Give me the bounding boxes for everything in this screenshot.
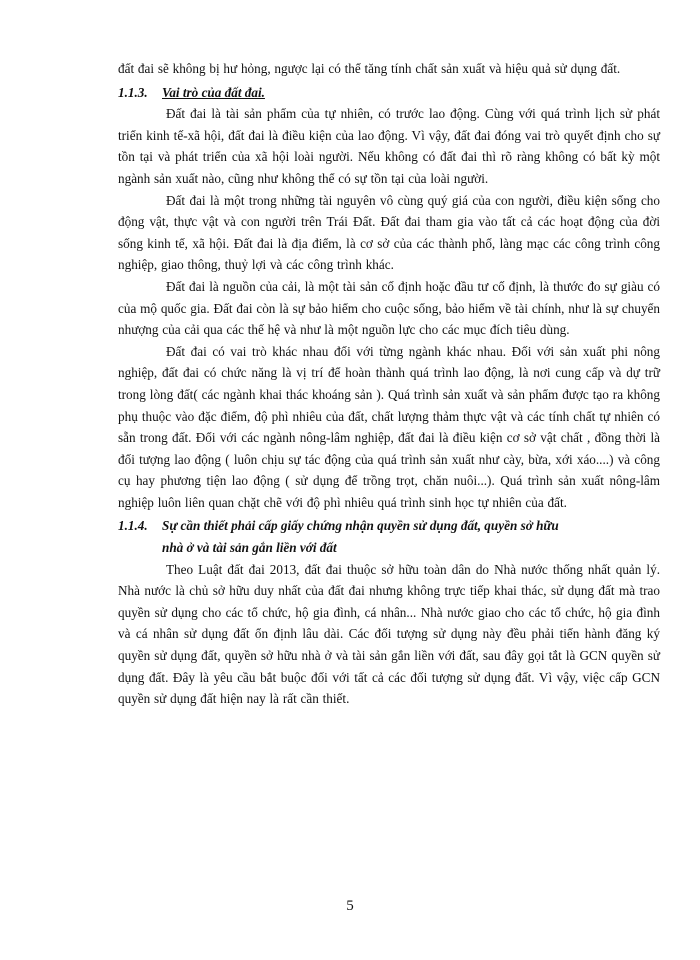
paragraph: Đất đai có vai trò khác nhau đối với từng ngành khác nhau. Đối với sản xuất phi nông nghiệp, đất đai có chức năng là vị trí để hoàn thành quá trình lao động, là nơi cung cấp và dự trữ trong lòng đất( các ngành khai thác khoáng sản ). Quá trình sản xuất và sản phẩm được tạo ra không phụ thuộc vào đặc điểm, độ phì nhiêu của đất, chất lượng thảm thực vật và các tính chất tự nhiên có sẵn trong đất. Đối với các ngành nông-lâm nghiệp, đất đai là điều kiện cơ sở vật chất , đồng thời là đối tượng lao động ( luôn chịu sự tác động của quá trình sản xuất như cày, bừa, xới xáo....) và công cụ hay phương tiện lao động ( sử dụng để trồng trọt, chăn nuôi...). Quá trình sản xuất nông-lâm nghiệp luôn liên quan chặt chẽ với độ phì nhiêu quá trình sinh học tự nhiên của đất. [118,343,660,510]
section-number: 1.1.4. [118,518,148,534]
section-heading-1-1-3 [118,82,660,104]
paragraph: Theo Luật đất đai 2013, đất đai thuộc sở hữu toàn dân do Nhà nước thống nhất quản lý. Nhà nước là chủ sở hữu duy nhất của đất đai nhưng không trực tiếp khai thác, sử dụng đất mà trao quyền sử dụng cho các tổ chức, hộ gia đình, cá nhân... Nhà nước giao cho các tổ chức, hộ gia đình và cá nhân sử dụng đất ổn định lâu dài. Các đối tượng sử dụng này đều phải tiến hành đăng ký quyền sử dụng đất, quyền sở hữu nhà ở và tài sản gắn liền với đất, sau đây gọi tắt là GCN quyền sử dụng đất. Đây là yêu cầu bắt buộc đối với tất cả các đối tượng sử dụng đất. Vì vậy, việc cấp GCN quyền sử dụng đất hiện nay là rất cần thiết. [118,561,660,707]
section-heading-1-1-4 [118,515,660,558]
section-title: Vai trò của đất đai. [162,84,265,100]
continuation-paragraph: đất đai sẽ không bị hư hỏng, ngược lại có thể tăng tính chất sản xuất và hiệu quả sử dụng đất. [118,61,621,76]
paragraph: Đất đai là tài sản phẩm của tự nhiên, có trước lao động. Cùng với quá trình lịch sử phát triển kinh tế-xã hội, đất đai là điều kiện của lao động. Vì vậy, đất đai đóng vai trò quyết định cho sự tồn tại và phát triển của xã hội loài người. Nếu không có đất đai thì rõ ràng không có bất kỳ một ngành sản xuất nào, cũng như không thể có sự tồn tại của loài người. [118,106,660,186]
paragraph: Đất đai là một trong những tài nguyên vô cùng quý giá của con người, điều kiện sống cho động vật, thực vật và con người trên Trái Đất. Đất đai tham gia vào tất cả các hoạt động của đời sống kinh tế, xã hội. Đất đai là địa điểm, là cơ sở của các thành phố, làng mạc các công trình công nghiệp, giao thông, thuỷ lợi và các công trình khác. [118,192,660,273]
page-number: 5 [346,898,354,914]
section-title-line-2: nhà ở và tài sản gắn liền với đất [162,540,337,556]
section-title [162,515,660,558]
section-title-line-1: Sự cần thiết phải cấp giấy chứng nhận quyền sử dụng đất, quyền sở hữu [162,518,559,534]
paragraph: Đất đai là nguồn của cải, là một tài sản cố định hoặc đầu tư cố định, là thước đo sự giàu có của mộ quốc gia. Đất đai còn là sự bảo hiểm cho cuộc sống, bảo hiểm về tài chính, như là sự chuyển nhượng của cải qua các thế hệ và như là một nguồn lực cho các mục đích tiêu dùng. [118,278,660,338]
section-number: 1.1.3. [118,84,148,100]
document-page [118,58,660,710]
